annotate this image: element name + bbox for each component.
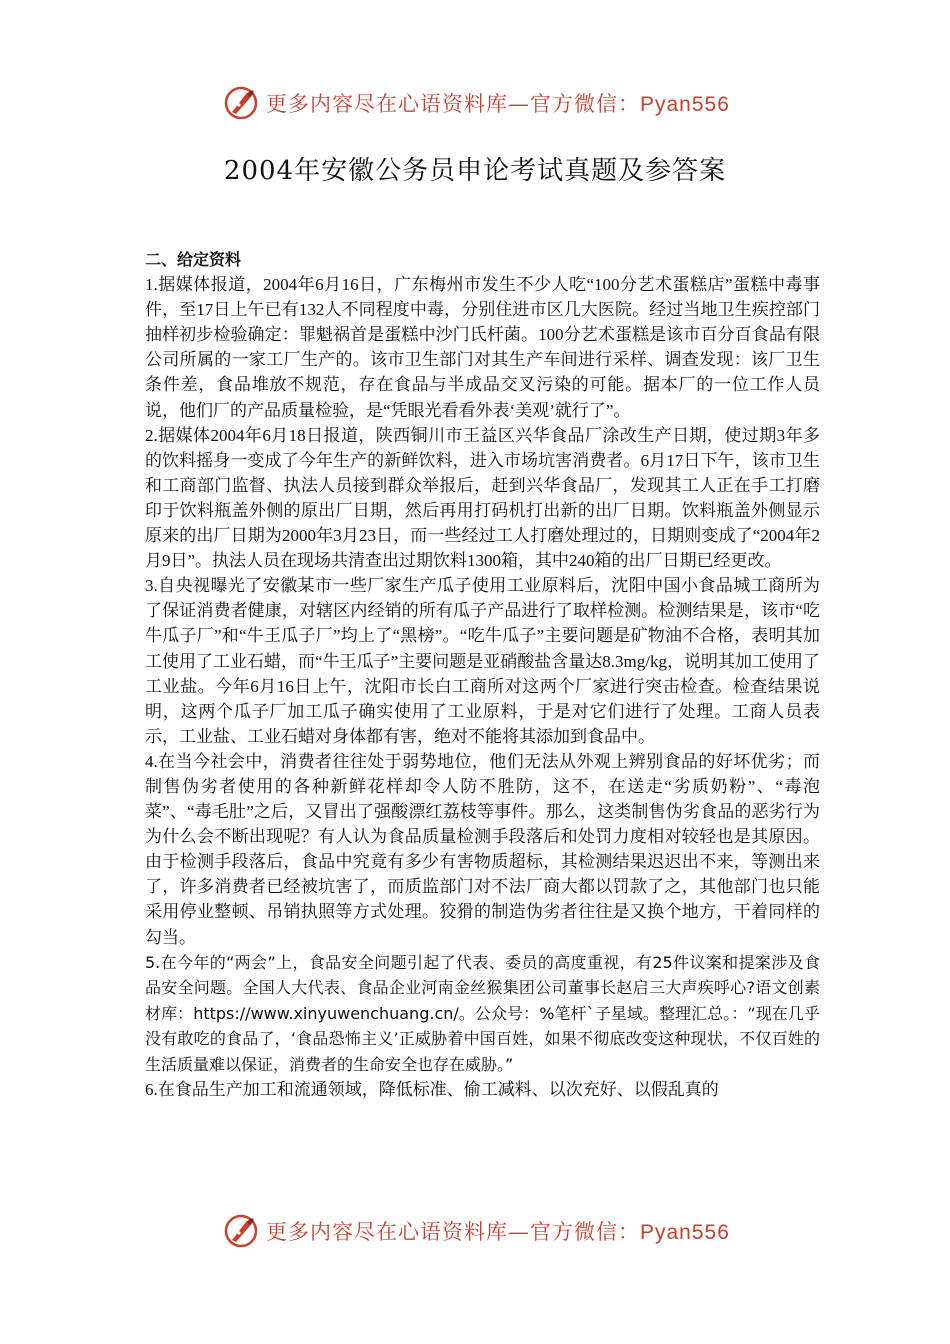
paragraph-4: 4.在当今社会中，消费者往往处于弱势地位，他们无法从外观上辨别食品的好坏优劣；而制售伪劣者使用的各种新鲜花样却令人防不胜防，这不，在送走“劣质奶粉”、“毒泡菜”、“毒毛肚”之后，又冒出了强酸漂红荔枝等事件。那么，这类制售伪劣食品的恶劣行为为什么会不断出现呢？有人认为食品质量检测手段落后和处罚力度相对较轻也是其原因。由于检测手段落后，食品中究竟有多少有害物质超标，其检测结果迟迟出不来，等测出来了，许多消费者已经被坑害了，而质监部门对不法厂商大都以罚款了之，其他部门也只能采用停业整顿、吊销执照等方式处理。狡猾的制造伪劣者往往是又换个地方，干着同样的勾当。 xyxy=(145,751,820,947)
pen-nib-logo-icon xyxy=(222,84,260,122)
pen-nib-logo-icon xyxy=(222,1212,260,1250)
paragraph-2: 2.据媒体2004年6月18日报道，陕西铜川市王益区兴华食品厂涂改生产日期，使过期3年多的饮料摇身一变成了今年生产的新鲜饮料，进入市场坑害消费者。6月17日下午，该市卫生和工商部门监督、执法人员接到群众举报后，赶到兴华食品厂，发现其工人正在手工打磨印于饮料瓶盖外侧的原出厂日期，然后再用打码机打出新的出厂日期。饮料瓶盖外侧显示原来的出厂日期为2000年3月23日，而一些经过工人打磨处理过的，日期则变成了“2004年2月9日”。执法人员在现场共清查出过期饮料1300箱，其中240箱的出厂日期已经更改。 xyxy=(145,425,820,571)
section-heading: 二、给定资料 xyxy=(145,250,242,269)
wechat-id: Pyan556 xyxy=(640,1221,730,1244)
header-banner xyxy=(222,82,742,124)
paragraph-6: 6.在食品生产加工和流通领域，降低标准、偷工减料、以次充好、以假乱真的 xyxy=(145,1080,719,1100)
wechat-id: Pyan556 xyxy=(640,93,730,116)
banner-text: 更多内容尽在心语资料库—官方微信：Pyan556 xyxy=(266,1220,730,1244)
footer-banner xyxy=(222,1210,742,1252)
banner-text: 更多内容尽在心语资料库—官方微信：Pyan556 xyxy=(266,92,730,116)
document-body xyxy=(145,247,820,1102)
document-title: 2004年安徽公务员申论考试真题及参答案 xyxy=(223,156,727,186)
paragraph-3: 3.自央视曝光了安徽某市一些厂家生产瓜子使用工业原料后，沈阳中国小食品城工商所为了保证消费者健康，对辖区内经销的所有瓜子产品进行了取样检测。检测结果是，该市“吃牛瓜子厂”和“牛王瓜子厂”均上了“黑榜”。“吃牛瓜子”主要问题是矿物油不合格，表明其加工使用了工业石蜡，而“牛王瓜子”主要问题是亚硝酸盐含量达8.3mg/kg，说明其加工使用了工业盐。今年6月16日上午，沈阳市长白工商所对这两个厂家进行突击检查。检查结果说明，这两个瓜子厂加工瓜子确实使用了工业原料，于是对它们进行了处理。工商人员表示，工业盐、工业石蜡对身体都有害，绝对不能将其添加到食品中。 xyxy=(145,576,820,746)
paragraph-1: 1.据媒体报道，2004年6月16日，广东梅州市发生不少人吃“100分艺术蛋糕店”蛋糕中毒事件，至17日上午已有132人不同程度中毒，分别住进市区几大医院。经过当地卫生疾控部门抽样初步检验确定：罪魁祸首是蛋糕中沙门氏杆菌。100分艺术蛋糕是该市百分百食品有限公司所属的一家工厂生产的。该市卫生部门对其生产车间进行采样、调查发现：该厂卫生条件差，食品堆放不规范，存在食品与半成品交叉污染的可能。据本厂的一位工作人员说，他们厂的产品质量检验，是“凭眼光看看外表‘美观’就行了”。 xyxy=(145,275,820,420)
paragraph-5: 5.在今年的“两会”上，食品安全问题引起了代表、委员的高度重视，有25件议案和提案涉及食品安全问题。全国人大代表、食品企业河南金丝猴集团公司董事长赵启三大声疾呼心?语文创素材库：https://www.xinyuwenchuang.cn/。公众号：%笔杆`子星域。整理汇总。：“现在几乎没有敢吃的食品了，‘食品恐怖主义’正威胁着中国百姓，如果不彻底改变这种现状，不仅百姓的生活质量难以保证，消费者的生命安全也存在威胁。” xyxy=(145,952,820,1074)
